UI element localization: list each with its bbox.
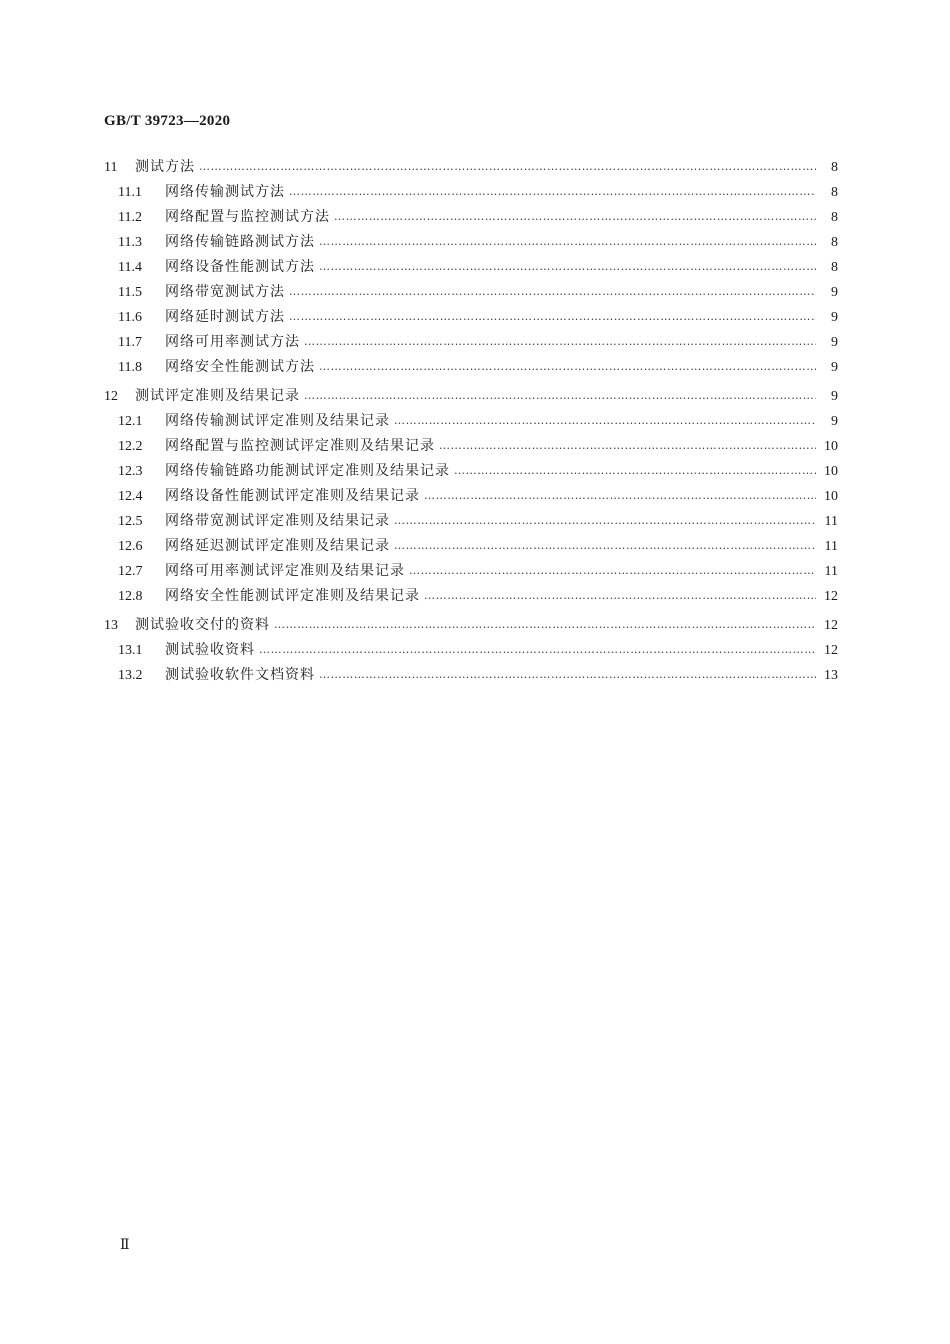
toc-section-entry[interactable] (104, 280, 838, 305)
toc-entry-page: 12 (824, 618, 838, 633)
toc-entry-title: 网络传输链路功能测试评定准则及结果记录 (165, 463, 450, 479)
toc-entry-number: 12.8 (118, 589, 143, 604)
toc-chapter-entry[interactable] (104, 155, 838, 180)
toc-entry-title: 测试验收软件文档资料 (165, 667, 315, 683)
toc-entry-number: 11.3 (118, 235, 142, 250)
toc-section-entry[interactable] (104, 355, 838, 380)
toc-entry-number: 11.6 (118, 310, 142, 325)
toc-section-entry[interactable] (104, 459, 838, 484)
toc-dot-leader (289, 179, 816, 204)
toc-entry-title: 网络传输测试评定准则及结果记录 (165, 413, 390, 429)
toc-dot-leader (289, 279, 816, 304)
toc-entry-number: 12 (104, 389, 118, 404)
toc-entry-title: 网络配置与监控测试评定准则及结果记录 (165, 438, 435, 454)
toc-dot-leader (394, 508, 816, 533)
toc-entry-page: 10 (824, 489, 838, 504)
toc-entry-page: 12 (824, 643, 838, 658)
toc-entry-title: 测试验收资料 (165, 642, 255, 658)
toc-entry-number: 12.3 (118, 464, 143, 479)
toc-dot-leader (259, 637, 816, 662)
toc-entry-page: 8 (831, 185, 838, 200)
toc-dot-leader (319, 229, 816, 254)
table-of-contents (104, 155, 838, 688)
toc-dot-leader (304, 329, 816, 354)
toc-dot-leader (289, 304, 816, 329)
document-standard-code: GB/T 39723—2020 (104, 113, 231, 129)
toc-entry-number: 13.2 (118, 668, 143, 683)
toc-section-entry[interactable] (104, 638, 838, 663)
toc-entry-title: 网络安全性能测试评定准则及结果记录 (165, 588, 420, 604)
toc-entry-title: 网络带宽测试方法 (165, 284, 285, 300)
toc-entry-page: 9 (831, 335, 838, 350)
toc-dot-leader (319, 354, 816, 379)
toc-entry-number: 11 (104, 160, 118, 175)
toc-chapter-entry[interactable] (104, 613, 838, 638)
toc-dot-leader (439, 433, 816, 458)
toc-section-entry[interactable] (104, 663, 838, 688)
toc-entry-number: 11.5 (118, 285, 142, 300)
toc-entry-number: 11.1 (118, 185, 142, 200)
toc-section-entry[interactable] (104, 230, 838, 255)
toc-entry-number: 11.7 (118, 335, 142, 350)
toc-entry-page: 8 (831, 210, 838, 225)
toc-entry-title: 网络可用率测试评定准则及结果记录 (165, 563, 405, 579)
toc-section-entry[interactable] (104, 409, 838, 434)
toc-entry-number: 11.4 (118, 260, 142, 275)
toc-entry-title: 网络延迟测试评定准则及结果记录 (165, 538, 390, 554)
toc-entry-number: 11.8 (118, 360, 142, 375)
toc-section-entry[interactable] (104, 330, 838, 355)
toc-section-entry[interactable] (104, 509, 838, 534)
toc-entry-number: 12.7 (118, 564, 143, 579)
toc-entry-title: 网络设备性能测试评定准则及结果记录 (165, 488, 420, 504)
toc-dot-leader (274, 612, 816, 637)
toc-dot-leader (319, 662, 816, 687)
toc-entry-page: 8 (831, 260, 838, 275)
toc-entry-title: 网络可用率测试方法 (165, 334, 300, 350)
toc-dot-leader (199, 154, 816, 179)
toc-section-entry[interactable] (104, 255, 838, 280)
toc-dot-leader (394, 408, 816, 433)
toc-dot-leader (334, 204, 816, 229)
toc-entry-title: 测试评定准则及结果记录 (135, 388, 300, 404)
toc-entry-title: 测试方法 (135, 159, 195, 175)
toc-entry-page: 8 (831, 235, 838, 250)
toc-dot-leader (394, 533, 816, 558)
toc-entry-title: 网络延时测试方法 (165, 309, 285, 325)
toc-entry-page: 10 (824, 439, 838, 454)
toc-dot-leader (304, 383, 816, 408)
toc-section-entry[interactable] (104, 180, 838, 205)
toc-entry-number: 13.1 (118, 643, 143, 658)
toc-entry-page: 11 (824, 539, 838, 554)
toc-entry-page: 9 (831, 285, 838, 300)
toc-entry-number: 13 (104, 618, 118, 633)
toc-section-entry[interactable] (104, 559, 838, 584)
toc-dot-leader (319, 254, 816, 279)
footer-page-number: Ⅱ (120, 1238, 130, 1253)
toc-entry-page: 10 (824, 464, 838, 479)
toc-section-entry[interactable] (104, 305, 838, 330)
toc-entry-page: 9 (831, 360, 838, 375)
toc-entry-page: 9 (831, 389, 838, 404)
toc-entry-page: 9 (831, 310, 838, 325)
toc-entry-number: 12.2 (118, 439, 143, 454)
toc-section-entry[interactable] (104, 434, 838, 459)
toc-chapter-entry[interactable] (104, 384, 838, 409)
toc-entry-title: 网络设备性能测试方法 (165, 259, 315, 275)
toc-section-entry[interactable] (104, 534, 838, 559)
toc-entry-number: 12.4 (118, 489, 143, 504)
toc-entry-title: 网络传输链路测试方法 (165, 234, 315, 250)
toc-entry-number: 11.2 (118, 210, 142, 225)
toc-entry-title: 网络安全性能测试方法 (165, 359, 315, 375)
toc-entry-title: 网络配置与监控测试方法 (165, 209, 330, 225)
toc-section-entry[interactable] (104, 205, 838, 230)
toc-entry-number: 12.5 (118, 514, 143, 529)
toc-section-entry[interactable] (104, 584, 838, 609)
toc-entry-page: 11 (824, 564, 838, 579)
toc-entry-page: 8 (831, 160, 838, 175)
toc-entry-title: 网络传输测试方法 (165, 184, 285, 200)
toc-dot-leader (454, 458, 816, 483)
toc-entry-number: 12.1 (118, 414, 143, 429)
toc-entry-page: 9 (831, 414, 838, 429)
toc-dot-leader (424, 583, 816, 608)
toc-entry-title: 网络带宽测试评定准则及结果记录 (165, 513, 390, 529)
toc-entry-page: 11 (824, 514, 838, 529)
toc-entry-page: 13 (824, 668, 838, 683)
toc-dot-leader (424, 483, 816, 508)
toc-entry-title: 测试验收交付的资料 (135, 617, 270, 633)
toc-dot-leader (409, 558, 816, 583)
toc-section-entry[interactable] (104, 484, 838, 509)
toc-entry-number: 12.6 (118, 539, 143, 554)
toc-entry-page: 12 (824, 589, 838, 604)
